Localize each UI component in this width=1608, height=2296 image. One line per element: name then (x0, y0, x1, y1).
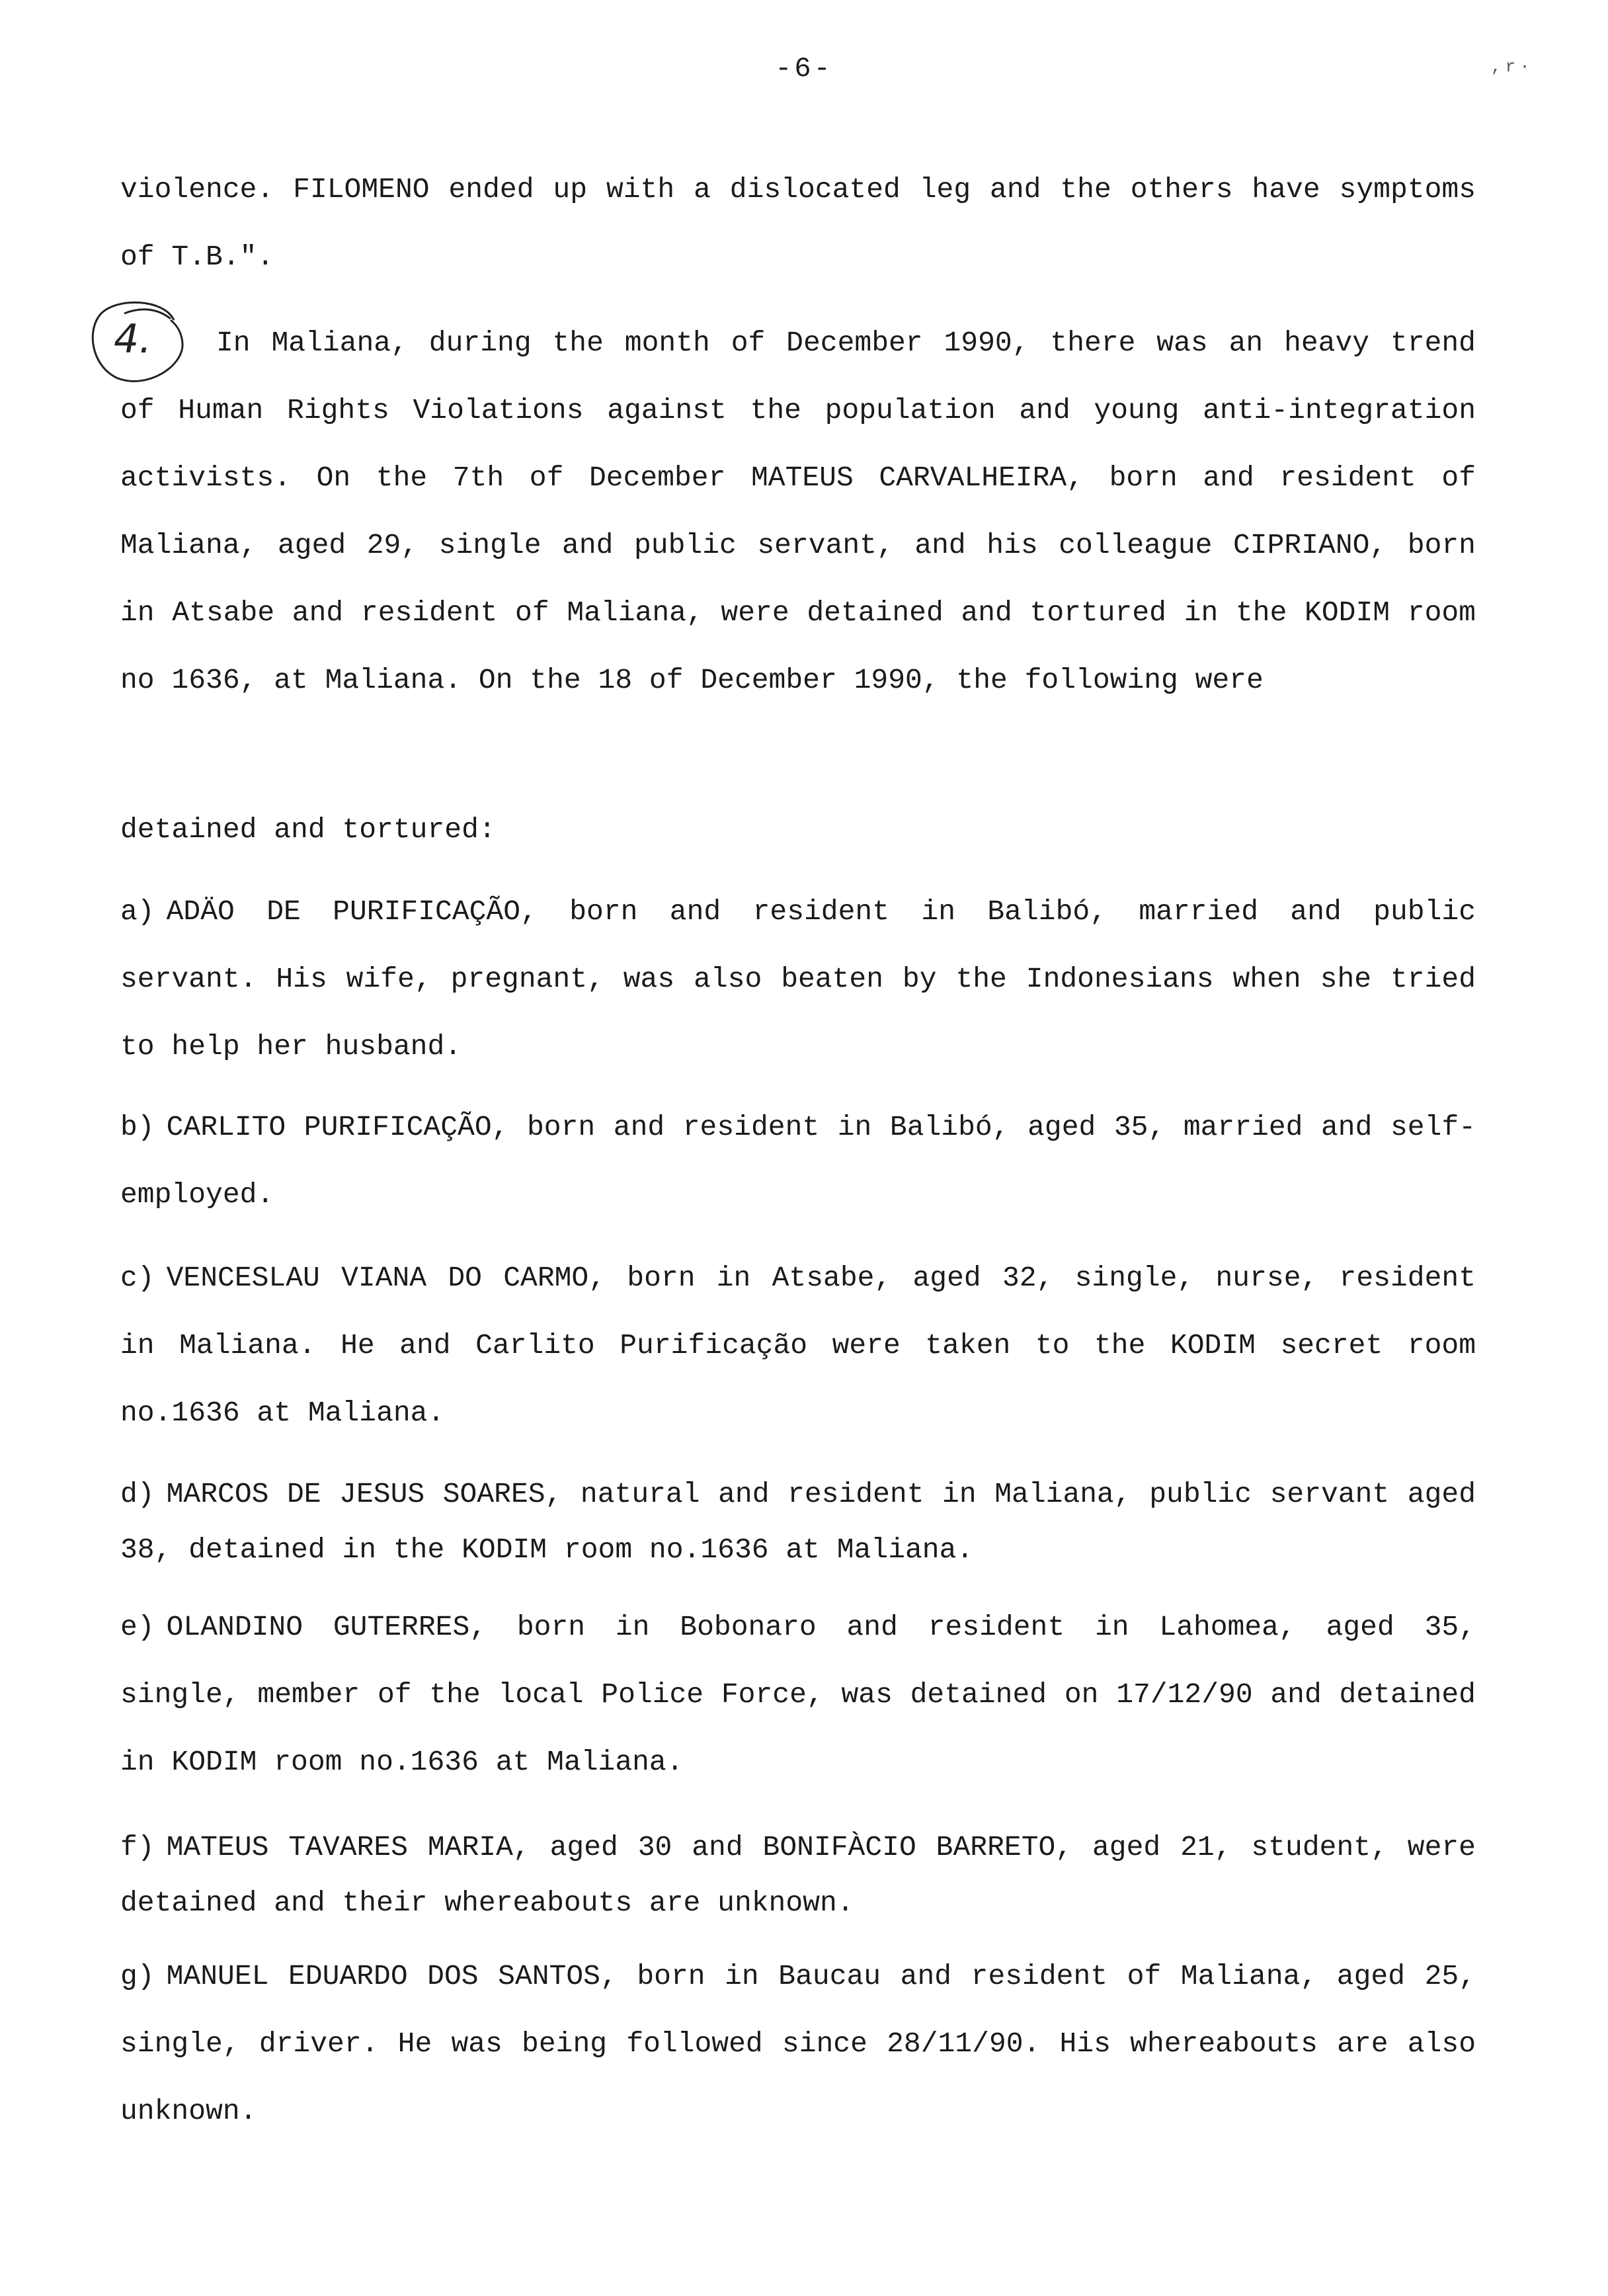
list-item-label: b) (120, 1111, 155, 1143)
section-4-paragraph: In Maliana, during the month of December 1990, there was an heavy trend of Human Rights Violations against the population and young anti-integration activists. On the 7th of December MATEUS CARVALHEIRA, born and resident of Maliana, aged 29, single and public servant, and his colleague CIPRIANO, born in Atsabe and resident of Maliana, were detained and tortured in the KODIM room no 1636, at Maliana. On the 18 of December 1990, the following were (120, 327, 1476, 696)
list-item-label: c) (120, 1262, 155, 1294)
list-item-label: g) (120, 1960, 155, 1992)
list-item-text: MANUEL EDUARDO DOS SANTOS, born in Baucau and resident of Maliana, aged 25, single, driver. He was being followed since 28/11/90. His whereabouts are also unknown. (120, 1960, 1476, 2127)
continuation-paragraph: violence. FILOMENO ended up with a dislocated leg and the others have symptoms of T.B.". (120, 173, 1476, 273)
list-item-label: d) (120, 1478, 155, 1510)
list-item-text: MATEUS TAVARES MARIA, aged 30 and BONIFÀCIO BARRETO, aged 21, student, were detained and their whereabouts are unknown. (120, 1831, 1476, 1919)
section-4-handwritten-number: 4. (114, 316, 152, 362)
corner-mark: ,r· (1491, 57, 1534, 77)
list-item-e (120, 1594, 1476, 1796)
list-item-g (120, 1943, 1476, 2145)
list-item-label: a) (120, 895, 155, 928)
list-item-d (120, 1467, 1476, 1578)
list-item-c (120, 1245, 1476, 1447)
list-item-a (120, 878, 1476, 1081)
list-item-text: VENCESLAU VIANA DO CARMO, born in Atsabe, aged 32, single, nurse, resident in Maliana. He and Carlito Purificação were taken to the KODIM secret room no.1636 at Maliana. (120, 1262, 1476, 1429)
list-item-f (120, 1820, 1476, 1931)
list-item-text: ADÄO DE PURIFICAÇÃO, born and resident in Balibó, married and public servant. His wife, pregnant, was also beaten by the Indonesians when she tried to help her husband. (120, 895, 1476, 1063)
list-item-b (120, 1094, 1476, 1229)
page-number: -6- (775, 53, 833, 85)
list-item-text: OLANDINO GUTERRES, born in Bobonaro and resident in Lahomea, aged 35, single, member of the local Police Force, was detained on 17/12/90 and detained in KODIM room no.1636 at Maliana. (120, 1611, 1476, 1778)
list-item-label: f) (120, 1831, 155, 1864)
list-item-text: CARLITO PURIFICAÇÃO, born and resident in Balibó, aged 35, married and self-employed. (120, 1111, 1476, 1211)
list-item-label: e) (120, 1611, 155, 1643)
list-item-text: MARCOS DE JESUS SOARES, natural and resident in Maliana, public servant aged 38, detained in the KODIM room no.1636 at Maliana. (120, 1478, 1476, 1566)
section-4-paragraph-end: detained and tortured: (120, 813, 496, 846)
